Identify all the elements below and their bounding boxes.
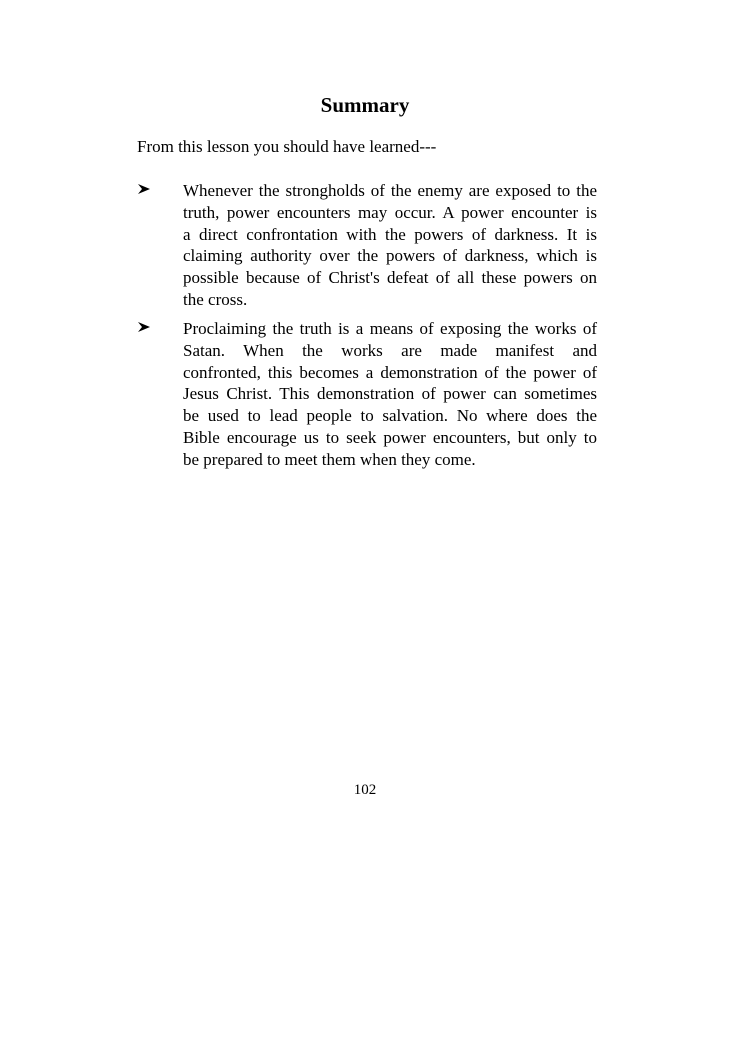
text-line: be used to lead people to salvation. No where does the (183, 406, 597, 426)
text-line: truth, power encounters may occur. A power encounter is (183, 202, 597, 222)
text-line: Proclaiming the truth is a means of exposing the works of (183, 319, 597, 338)
text-line: be prepared to meet them when they come. (183, 449, 476, 469)
intro-text: From this lesson you should have learned--- (137, 137, 437, 156)
text-line: possible because of Christ's defeat of all these powers on (183, 268, 597, 288)
arrowhead-bullet-icon (137, 320, 151, 334)
text-line: confronted, this becomes a demonstration of the power of (183, 362, 597, 382)
text-line: Whenever the strongholds of the enemy are exposed to the (183, 181, 597, 200)
text-line: the cross. (183, 289, 248, 309)
text-line: claiming authority over the powers of darkness, which is (183, 246, 597, 266)
text-line: Jesus Christ. This demonstration of power can sometimes (183, 384, 597, 404)
page-number: 102 (353, 782, 377, 798)
arrowhead-bullet-icon (137, 182, 151, 196)
bullet-text (183, 318, 597, 471)
page-title: Summary (320, 93, 410, 117)
text-line: a direct confrontation with the powers of darkness. It is (183, 224, 597, 244)
text-line: Bible encourage us to seek power encounters, but only to (183, 427, 597, 447)
text-line: Satan. When the works are made manifest and (183, 340, 597, 360)
bullet-text (183, 180, 597, 311)
